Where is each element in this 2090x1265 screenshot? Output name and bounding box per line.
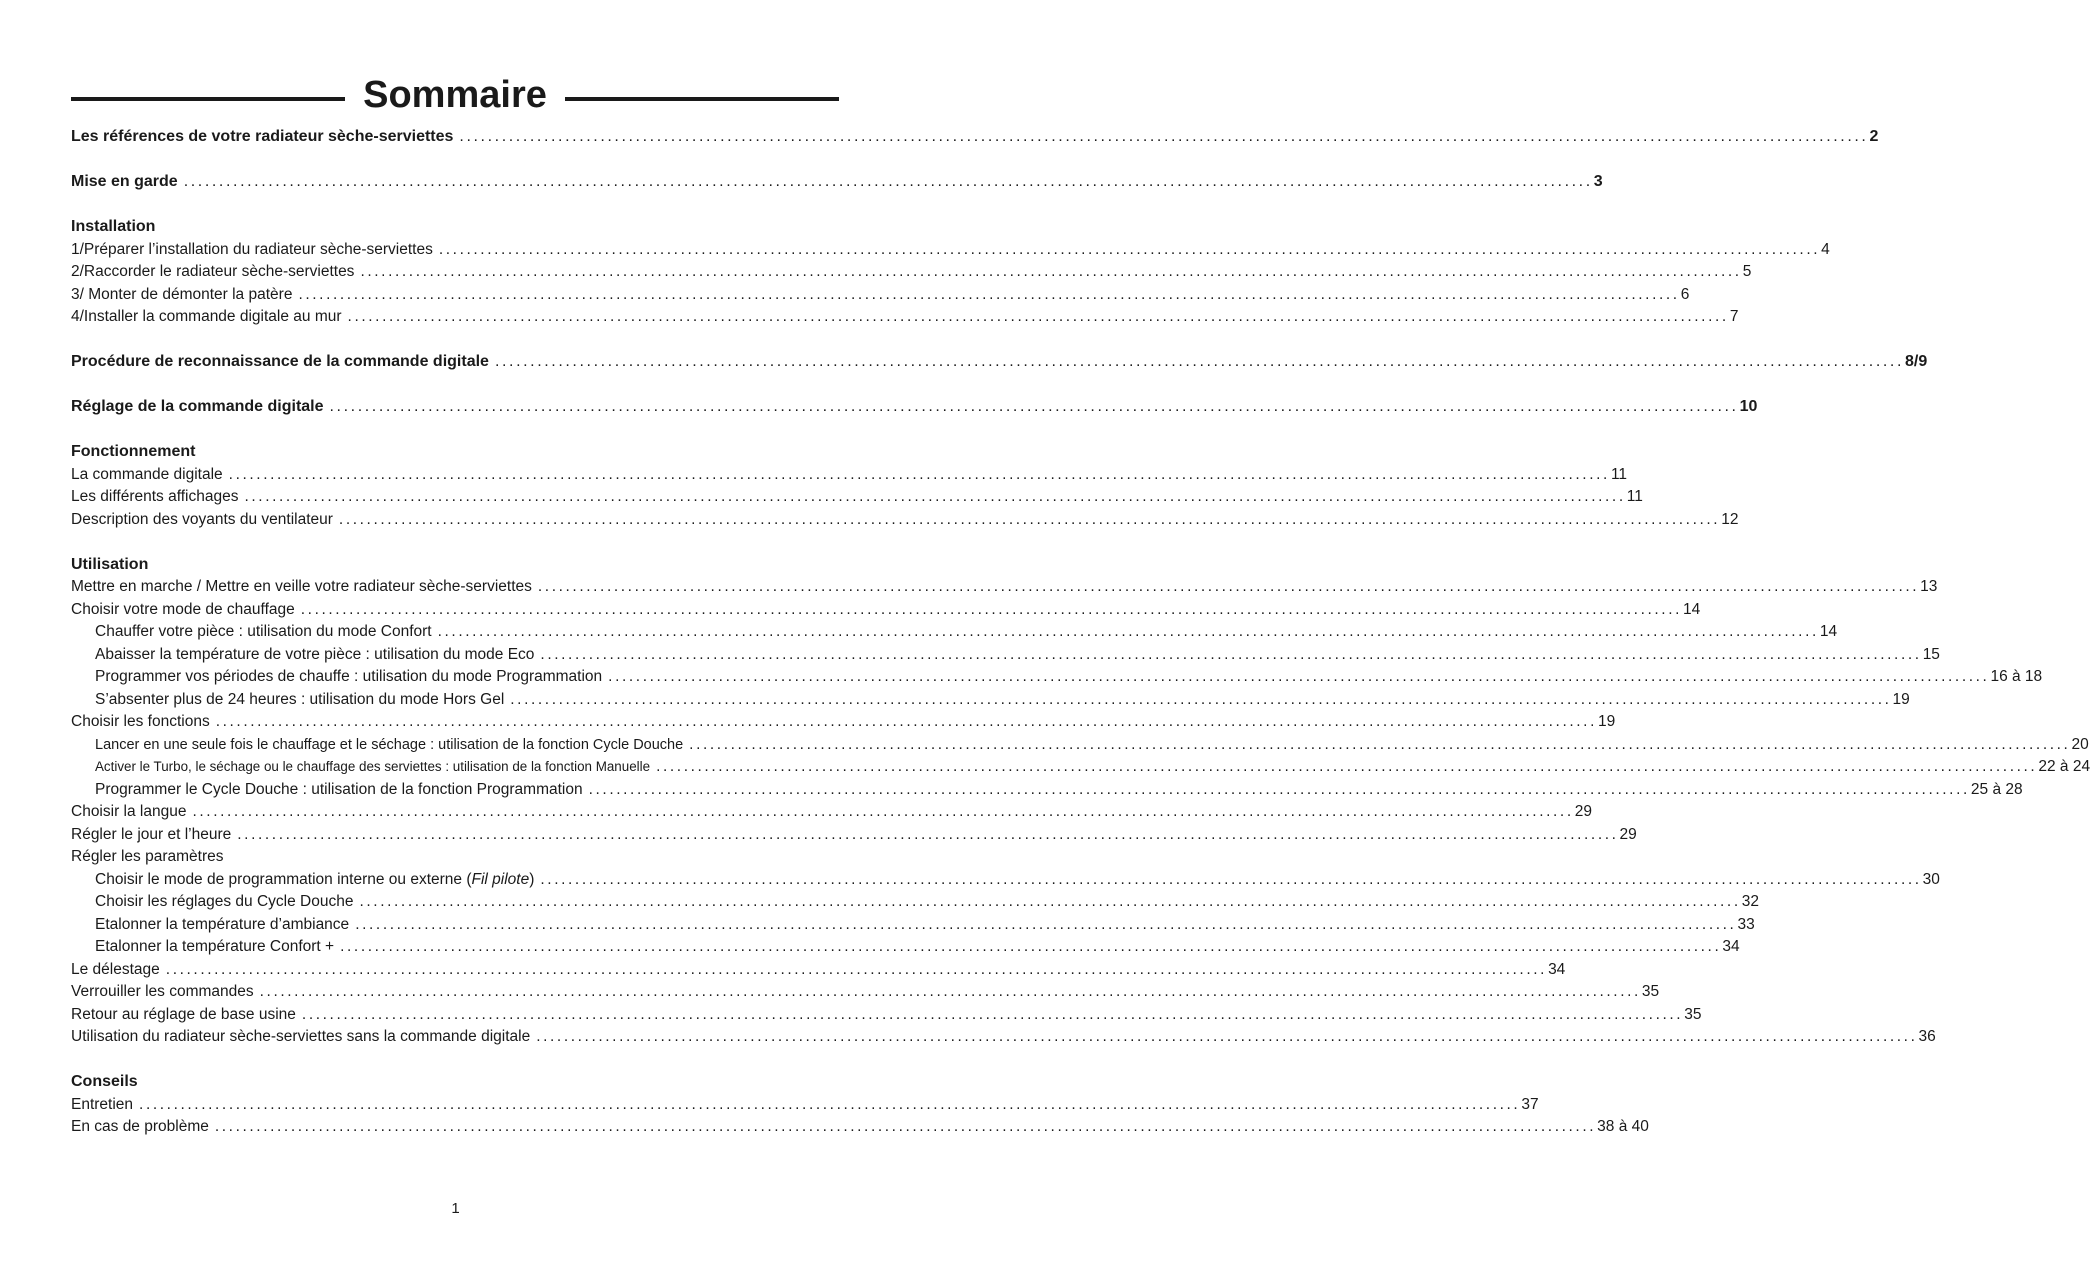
dot-leader: ........................................................................................................................................................................................................ xyxy=(165,960,1548,978)
title-rule-left xyxy=(71,97,345,101)
toc-page: 14 xyxy=(1683,600,1701,618)
toc-page: 4 xyxy=(1821,240,1830,258)
dot-leader: ........................................................................................................................................................................................................ xyxy=(608,668,1990,685)
toc-label: Abaisser la température de votre pièce : utilisation du mode Eco xyxy=(95,645,535,663)
toc-entry[interactable] xyxy=(71,621,1838,644)
dot-leader: ........................................................................................................................................................................................................ xyxy=(347,308,1729,325)
toc-page: 12 xyxy=(1721,510,1739,528)
toc-label: Programmer le Cycle Douche : utilisation de la fonction Programmation xyxy=(95,780,583,798)
toc-entry-no-page[interactable] xyxy=(71,846,839,869)
toc-label: Réglage de la commande digitale xyxy=(71,398,324,415)
toc-page: 13 xyxy=(1920,578,1938,595)
toc-label: Choisir la langue xyxy=(71,803,187,820)
toc-entry[interactable] xyxy=(71,801,1592,824)
toc-entry[interactable] xyxy=(71,824,1637,847)
toc-entry-reglage[interactable] xyxy=(71,396,1758,419)
dot-leader: ........................................................................................................................................................................................................ xyxy=(228,465,1610,483)
toc-entry[interactable] xyxy=(71,981,1660,1004)
toc-entry[interactable] xyxy=(71,666,2043,689)
toc-page: 34 xyxy=(1548,960,1566,978)
page-number: 1 xyxy=(451,1200,460,1217)
toc-label: Mettre en marche / Mettre en veille votre radiateur sèche-serviettes xyxy=(71,578,532,595)
toc-entry[interactable] xyxy=(71,1026,1936,1049)
toc-entry[interactable] xyxy=(71,779,2023,802)
dot-leader: ........................................................................................................................................................................................................ xyxy=(192,803,1574,820)
dot-leader: ........................................................................................................................................................................................................ xyxy=(459,128,1869,145)
toc-entry[interactable] xyxy=(71,959,1566,982)
dot-leader: ........................................................................................................................................................................................................ xyxy=(540,645,1922,663)
dot-leader: ........................................................................................................................................................................................................ xyxy=(329,398,1739,415)
toc-page: 14 xyxy=(1819,623,1838,640)
dot-leader: ........................................................................................................................................................................................................ xyxy=(301,1005,1684,1023)
title-rule-right xyxy=(565,97,839,101)
toc-entry[interactable] xyxy=(71,734,2089,757)
section-heading-installation: Installation xyxy=(71,218,156,235)
toc-page: 36 xyxy=(1918,1028,1936,1045)
toc-page: 34 xyxy=(1722,938,1740,955)
toc-page: 19 xyxy=(1892,690,1910,708)
toc-entry[interactable] xyxy=(71,689,1910,712)
toc-label: Description des voyants du ventilateur xyxy=(71,510,333,528)
dot-leader: ........................................................................................................................................................................................................ xyxy=(510,690,1892,708)
toc-page: 19 xyxy=(1597,713,1616,730)
toc-label: Régler les paramètres xyxy=(71,848,224,865)
toc-entry-references[interactable] xyxy=(71,126,1879,149)
toc-entry[interactable] xyxy=(71,936,1740,959)
toc-entry[interactable] xyxy=(71,464,1628,487)
toc-label: Utilisation du radiateur sèche-serviettes sans la commande digitale xyxy=(71,1028,531,1045)
toc-label: 4/Installer la commande digitale au mur xyxy=(71,308,342,325)
toc-label: Lancer en une seule fois le chauffage et le séchage : utilisation de la fonction Cycle Douche xyxy=(95,736,684,753)
toc-entry[interactable] xyxy=(71,711,1616,734)
dot-leader: ........................................................................................................................................................................................................ xyxy=(494,353,1904,370)
toc-label-pre: Choisir le mode de programmation interne ou externe ( xyxy=(95,870,472,888)
toc-page: 15 xyxy=(1922,645,1940,663)
toc-label: Mise en garde xyxy=(71,173,178,190)
dot-leader: ........................................................................................................................................................................................................ xyxy=(139,1095,1521,1113)
toc-page: 5 xyxy=(1742,263,1752,280)
toc-label: Choisir votre mode de chauffage xyxy=(71,600,295,618)
toc-label: Verrouiller les commandes xyxy=(71,983,254,1000)
dot-leader: ........................................................................................................................................................................................................ xyxy=(215,713,1597,730)
toc-label: Activer le Turbo, le séchage ou le chauffage des serviettes : utilisation de la fonction Manuelle xyxy=(95,759,651,774)
dot-leader: ........................................................................................................................................................................................................ xyxy=(244,488,1626,505)
toc-label xyxy=(95,869,540,892)
dot-leader: ........................................................................................................................................................................................................ xyxy=(689,735,2071,753)
table-of-contents xyxy=(71,126,2090,1139)
title-row xyxy=(71,70,839,120)
toc-page: 20 xyxy=(2071,735,2089,753)
toc-entry-mise-en-garde[interactable] xyxy=(71,171,1603,194)
dot-leader: ........................................................................................................................................................................................................ xyxy=(437,623,1819,640)
toc-entry-procedure[interactable] xyxy=(71,351,1928,374)
toc-page: 2 xyxy=(1869,128,1879,145)
toc-page: 37 xyxy=(1521,1095,1539,1113)
dot-leader: ........................................................................................................................................................................................................ xyxy=(360,263,1742,280)
toc-label: Les références de votre radiateur sèche-serviettes xyxy=(71,128,454,145)
toc-label: Chauffer votre pièce : utilisation du mode Confort xyxy=(95,623,432,640)
toc-page: 11 xyxy=(1610,465,1628,483)
dot-leader: ........................................................................................................................................................................................................ xyxy=(438,240,1821,258)
toc-page: 11 xyxy=(1626,488,1643,505)
toc-page: 38 à 40 xyxy=(1597,1118,1649,1135)
dot-leader: ........................................................................................................................................................................................................ xyxy=(355,915,1737,933)
dot-leader: ........................................................................................................................................................................................................ xyxy=(340,938,1722,955)
dot-leader: ........................................................................................................................................................................................................ xyxy=(298,285,1680,303)
dot-leader: ........................................................................................................................................................................................................ xyxy=(540,870,1922,888)
toc-entry[interactable] xyxy=(71,891,1759,914)
toc-entry[interactable] xyxy=(71,869,1940,892)
toc-entry[interactable] xyxy=(71,599,1701,622)
dot-leader: ........................................................................................................................................................................................................ xyxy=(338,510,1721,528)
toc-label-italic: Fil pilote xyxy=(471,870,530,888)
toc-label: Etalonner la température Confort + xyxy=(95,938,335,955)
toc-label: Entretien xyxy=(71,1095,134,1113)
toc-entry[interactable] xyxy=(71,1004,1702,1027)
toc-label: Choisir les réglages du Cycle Douche xyxy=(95,893,354,910)
section-heading-fonctionnement: Fonctionnement xyxy=(71,443,196,460)
toc-label: S’absenter plus de 24 heures : utilisation du mode Hors Gel xyxy=(95,690,505,708)
toc-label: 1/Préparer l’installation du radiateur sèche-serviettes xyxy=(71,240,433,258)
dot-leader: ........................................................................................................................................................................................................ xyxy=(237,825,1619,843)
dot-leader: ........................................................................................................................................................................................................ xyxy=(359,893,1741,910)
toc-entry[interactable] xyxy=(71,284,1690,307)
toc-label: Choisir les fonctions xyxy=(71,713,210,730)
toc-entry[interactable] xyxy=(71,261,1752,284)
toc-label: Programmer vos périodes de chauffe : utilisation du mode Programmation xyxy=(95,668,603,685)
toc-page: 35 xyxy=(1684,1005,1702,1023)
toc-page: 32 xyxy=(1741,893,1759,910)
toc-page: 30 xyxy=(1922,870,1940,888)
toc-label: Les différents affichages xyxy=(71,488,239,505)
toc-entry[interactable] xyxy=(71,486,1643,509)
toc-label: Le délestage xyxy=(71,960,160,978)
toc-page: 25 à 28 xyxy=(1970,780,2023,798)
toc-page: 7 xyxy=(1729,308,1739,325)
toc-label: Procédure de reconnaissance de la commande digitale xyxy=(71,353,489,370)
toc-label-post: ) xyxy=(529,870,535,888)
toc-page: 35 xyxy=(1641,983,1660,1000)
toc-entry[interactable] xyxy=(71,509,1739,532)
dot-leader: ........................................................................................................................................................................................................ xyxy=(259,983,1641,1000)
toc-entry[interactable] xyxy=(71,756,2090,779)
toc-entry[interactable] xyxy=(71,576,1938,599)
toc-page: 29 xyxy=(1619,825,1637,843)
toc-page: 6 xyxy=(1680,285,1690,303)
toc-entry[interactable] xyxy=(71,1094,1539,1117)
toc-page: 29 xyxy=(1574,803,1592,820)
dot-leader: ........................................................................................................................................................................................................ xyxy=(536,1028,1918,1045)
dot-leader: ........................................................................................................................................................................................................ xyxy=(537,578,1920,595)
toc-page: 3 xyxy=(1593,173,1603,190)
dot-leader: ........................................................................................................................................................................................................ xyxy=(300,600,1683,618)
toc-label: Retour au réglage de base usine xyxy=(71,1005,296,1023)
toc-entry[interactable] xyxy=(71,1116,1649,1139)
toc-entry[interactable] xyxy=(71,239,1830,262)
toc-page: 22 à 24 xyxy=(2038,758,2090,775)
toc-entry[interactable] xyxy=(71,644,1940,667)
toc-label: En cas de problème xyxy=(71,1118,209,1135)
toc-label: Etalonner la température d’ambiance xyxy=(95,915,350,933)
toc-entry[interactable] xyxy=(71,306,1739,329)
toc-entry[interactable] xyxy=(71,914,1755,937)
toc-page: 10 xyxy=(1739,398,1758,415)
toc-page: 16 à 18 xyxy=(1990,668,2043,685)
dot-leader: ........................................................................................................................................................................................................ xyxy=(214,1118,1597,1135)
toc-label: Régler le jour et l’heure xyxy=(71,825,232,843)
toc-page: 8/9 xyxy=(1905,353,1928,370)
dot-leader: ........................................................................................................................................................................................................ xyxy=(183,173,1593,190)
toc-label: La commande digitale xyxy=(71,465,223,483)
toc-label: 2/Raccorder le radiateur sèche-serviettes xyxy=(71,263,355,280)
page-title: Sommaire xyxy=(363,74,547,116)
section-heading-conseils: Conseils xyxy=(71,1073,138,1090)
dot-leader: ........................................................................................................................................................................................................ xyxy=(656,758,2038,775)
dot-leader: ........................................................................................................................................................................................................ xyxy=(588,780,1970,798)
section-heading-utilisation: Utilisation xyxy=(71,555,149,573)
toc-page: 33 xyxy=(1737,915,1755,933)
toc-label: 3/ Monter de démonter la patère xyxy=(71,285,293,303)
